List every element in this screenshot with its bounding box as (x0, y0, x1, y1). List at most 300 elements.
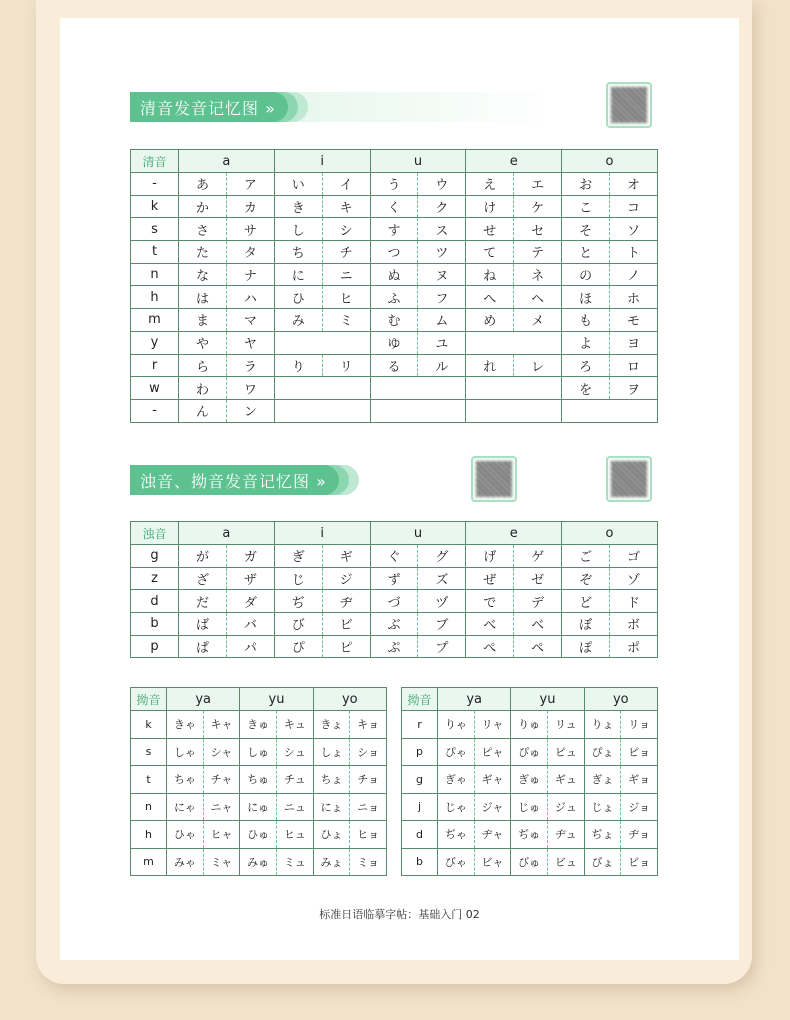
katakana-cell (322, 377, 370, 400)
katakana-cell: ミュ (276, 848, 313, 876)
hiragana-cell: の (562, 263, 610, 286)
hiragana-cell: ぎゅ (511, 766, 548, 794)
katakana-cell: コ (610, 195, 658, 218)
hiragana-cell: ぎゃ (438, 766, 475, 794)
dakuon-table (130, 521, 658, 658)
hiragana-cell: ぽ (562, 635, 610, 658)
consonant-label: t (131, 766, 167, 794)
hiragana-cell: きょ (313, 711, 350, 739)
qr-code-icon (606, 456, 652, 502)
table-row (402, 766, 658, 794)
hiragana-cell: と (562, 241, 610, 264)
table-row (131, 173, 658, 196)
katakana-cell: ラ (226, 354, 274, 377)
table-corner-label: 清音 (131, 150, 179, 173)
table-row (131, 399, 658, 422)
hiragana-cell: わ (179, 377, 227, 400)
katakana-cell: ミ (322, 309, 370, 332)
hiragana-cell: さ (179, 218, 227, 241)
hiragana-cell: げ (466, 545, 514, 568)
katakana-cell: ジ (322, 567, 370, 590)
katakana-cell: ゾ (610, 567, 658, 590)
katakana-cell: ニャ (203, 793, 240, 821)
katakana-cell: チョ (350, 766, 387, 794)
vowel-header: o (562, 150, 658, 173)
consonant-label: w (131, 377, 179, 400)
hiragana-cell: き (274, 195, 322, 218)
katakana-cell: レ (514, 354, 562, 377)
table-row (131, 286, 658, 309)
katakana-cell: キャ (203, 711, 240, 739)
hiragana-cell: じゅ (511, 793, 548, 821)
katakana-cell: メ (514, 309, 562, 332)
katakana-cell: ヤ (226, 331, 274, 354)
vowel-header: ya (438, 688, 511, 711)
hiragana-cell: ぶ (370, 613, 418, 636)
hiragana-cell: しゅ (240, 738, 277, 766)
hiragana-cell: びゃ (438, 848, 475, 876)
consonant-label: s (131, 218, 179, 241)
consonant-label: t (131, 241, 179, 264)
hiragana-cell: ぞ (562, 567, 610, 590)
katakana-cell (418, 377, 466, 400)
katakana-cell: デ (514, 590, 562, 613)
hiragana-cell: じゃ (438, 793, 475, 821)
katakana-cell: テ (514, 241, 562, 264)
consonant-label: z (131, 567, 179, 590)
katakana-cell: キョ (350, 711, 387, 739)
table-row (402, 738, 658, 766)
katakana-cell: ギョ (621, 766, 658, 794)
table-row (402, 848, 658, 876)
hiragana-cell: ぴゃ (438, 738, 475, 766)
hiragana-cell (466, 399, 514, 422)
hiragana-cell: ざ (179, 567, 227, 590)
katakana-cell: ショ (350, 738, 387, 766)
hiragana-cell: な (179, 263, 227, 286)
hiragana-cell: ぜ (466, 567, 514, 590)
hiragana-cell: ぺ (466, 635, 514, 658)
katakana-cell: ア (226, 173, 274, 196)
consonant-label: - (131, 399, 179, 422)
katakana-cell: フ (418, 286, 466, 309)
vowel-header: i (274, 150, 370, 173)
vowel-header: e (466, 150, 562, 173)
katakana-cell: ゲ (514, 545, 562, 568)
katakana-cell: ク (418, 195, 466, 218)
hiragana-cell: は (179, 286, 227, 309)
hiragana-cell: む (370, 309, 418, 332)
katakana-cell: ジョ (621, 793, 658, 821)
hiragana-cell: ひゃ (167, 821, 204, 849)
hiragana-cell: び (274, 613, 322, 636)
hiragana-cell (370, 377, 418, 400)
hiragana-cell: ろ (562, 354, 610, 377)
table-row (131, 711, 387, 739)
hiragana-cell: ほ (562, 286, 610, 309)
katakana-cell: ル (418, 354, 466, 377)
katakana-cell: ピ (322, 635, 370, 658)
table-row (131, 821, 387, 849)
katakana-cell: ジャ (474, 793, 511, 821)
hiragana-cell: ぢ (274, 590, 322, 613)
katakana-cell: パ (226, 635, 274, 658)
hiragana-cell: べ (466, 613, 514, 636)
katakana-cell: イ (322, 173, 370, 196)
hiragana-cell: お (562, 173, 610, 196)
youon-table-right (401, 687, 658, 876)
katakana-cell (418, 399, 466, 422)
banner-fade (296, 92, 556, 122)
hiragana-cell: ぢゅ (511, 821, 548, 849)
table-row (131, 377, 658, 400)
consonant-label: b (131, 613, 179, 636)
katakana-cell: ソ (610, 218, 658, 241)
consonant-label: k (131, 711, 167, 739)
katakana-cell: ウ (418, 173, 466, 196)
hiragana-cell: ちゃ (167, 766, 204, 794)
katakana-cell: ム (418, 309, 466, 332)
katakana-cell: ヂャ (474, 821, 511, 849)
hiragana-cell: す (370, 218, 418, 241)
hiragana-cell (466, 331, 514, 354)
consonant-label: b (402, 848, 438, 876)
hiragana-cell: しょ (313, 738, 350, 766)
katakana-cell: ト (610, 241, 658, 264)
hiragana-cell: ひゅ (240, 821, 277, 849)
katakana-cell: ヅ (418, 590, 466, 613)
hiragana-cell: ば (179, 613, 227, 636)
hiragana-cell: みゅ (240, 848, 277, 876)
hiragana-cell: み (274, 309, 322, 332)
hiragana-cell: づ (370, 590, 418, 613)
hiragana-cell: こ (562, 195, 610, 218)
hiragana-cell: で (466, 590, 514, 613)
consonant-label: j (402, 793, 438, 821)
table-corner-label: 浊音 (131, 522, 179, 545)
katakana-cell: マ (226, 309, 274, 332)
katakana-cell (610, 399, 658, 422)
qr-code-icon (471, 456, 517, 502)
katakana-cell: ピュ (547, 738, 584, 766)
hiragana-cell: ぎ (274, 545, 322, 568)
hiragana-cell (274, 399, 322, 422)
hiragana-cell: びゅ (511, 848, 548, 876)
hiragana-cell: ふ (370, 286, 418, 309)
seion-title: 清音发音记忆图 » (130, 92, 288, 122)
katakana-cell: チ (322, 241, 370, 264)
hiragana-cell: や (179, 331, 227, 354)
katakana-cell: ペ (514, 635, 562, 658)
hiragana-cell: ちゅ (240, 766, 277, 794)
hiragana-cell: ゆ (370, 331, 418, 354)
hiragana-cell: り (274, 354, 322, 377)
katakana-cell: ヒョ (350, 821, 387, 849)
hiragana-cell: ぱ (179, 635, 227, 658)
katakana-cell: ピョ (621, 738, 658, 766)
hiragana-cell (274, 377, 322, 400)
hiragana-cell: に (274, 263, 322, 286)
katakana-cell: リャ (474, 711, 511, 739)
vowel-header: a (179, 522, 275, 545)
katakana-cell: ボ (610, 613, 658, 636)
hiragana-cell (466, 377, 514, 400)
table-row (131, 354, 658, 377)
katakana-cell: シュ (276, 738, 313, 766)
hiragana-cell: ち (274, 241, 322, 264)
consonant-label: m (131, 309, 179, 332)
hiragana-cell: て (466, 241, 514, 264)
katakana-cell: リ (322, 354, 370, 377)
hiragana-cell: りょ (584, 711, 621, 739)
youon-table-left (130, 687, 387, 876)
consonant-label: r (131, 354, 179, 377)
katakana-cell: ザ (226, 567, 274, 590)
katakana-cell: ビュ (547, 848, 584, 876)
hiragana-cell: だ (179, 590, 227, 613)
katakana-cell: リュ (547, 711, 584, 739)
consonant-label: g (402, 766, 438, 794)
katakana-cell: ノ (610, 263, 658, 286)
hiragana-cell: みょ (313, 848, 350, 876)
consonant-label: d (402, 821, 438, 849)
consonant-label: n (131, 793, 167, 821)
katakana-cell: キュ (276, 711, 313, 739)
seion-table (130, 149, 658, 423)
consonant-label: k (131, 195, 179, 218)
page-footer: 标准日语临摹字帖：基础入门 02 (319, 908, 480, 921)
hiragana-cell: を (562, 377, 610, 400)
hiragana-cell: にゃ (167, 793, 204, 821)
vowel-header: yu (511, 688, 584, 711)
consonant-label: s (131, 738, 167, 766)
katakana-cell: モ (610, 309, 658, 332)
katakana-cell: ビ (322, 613, 370, 636)
hiragana-cell: ぬ (370, 263, 418, 286)
hiragana-cell: ご (562, 545, 610, 568)
hiragana-cell: りゃ (438, 711, 475, 739)
consonant-label: d (131, 590, 179, 613)
hiragana-cell: し (274, 218, 322, 241)
table-row (402, 821, 658, 849)
table-row (131, 545, 658, 568)
table-row (131, 635, 658, 658)
katakana-cell: ヂョ (621, 821, 658, 849)
table-row (131, 590, 658, 613)
katakana-cell (322, 331, 370, 354)
katakana-cell: シ (322, 218, 370, 241)
table-row (131, 195, 658, 218)
katakana-cell: ギャ (474, 766, 511, 794)
consonant-label: p (131, 635, 179, 658)
hiragana-cell: ぷ (370, 635, 418, 658)
dakuon-banner (130, 465, 470, 495)
hiragana-cell: そ (562, 218, 610, 241)
hiragana-cell: け (466, 195, 514, 218)
katakana-cell: チャ (203, 766, 240, 794)
katakana-cell: タ (226, 241, 274, 264)
vowel-header: yu (240, 688, 313, 711)
katakana-cell: ダ (226, 590, 274, 613)
hiragana-cell: ひょ (313, 821, 350, 849)
hiragana-cell: ぎょ (584, 766, 621, 794)
hiragana-cell: ん (179, 399, 227, 422)
katakana-cell: ケ (514, 195, 562, 218)
table-row (402, 793, 658, 821)
katakana-cell: ミャ (203, 848, 240, 876)
katakana-cell: ニョ (350, 793, 387, 821)
table-row (131, 613, 658, 636)
katakana-cell: プ (418, 635, 466, 658)
katakana-cell: ツ (418, 241, 466, 264)
katakana-cell: ミョ (350, 848, 387, 876)
katakana-cell: ン (226, 399, 274, 422)
katakana-cell (514, 377, 562, 400)
katakana-cell: ヒャ (203, 821, 240, 849)
hiragana-cell: ぴょ (584, 738, 621, 766)
hiragana-cell: い (274, 173, 322, 196)
table-row (131, 241, 658, 264)
hiragana-cell: しゃ (167, 738, 204, 766)
vowel-header: e (466, 522, 562, 545)
katakana-cell: ジュ (547, 793, 584, 821)
hiragana-cell: じ (274, 567, 322, 590)
hiragana-cell: みゃ (167, 848, 204, 876)
hiragana-cell (370, 399, 418, 422)
consonant-label: g (131, 545, 179, 568)
katakana-cell: ポ (610, 635, 658, 658)
table-row (131, 331, 658, 354)
consonant-label: m (131, 848, 167, 876)
katakana-cell: ギ (322, 545, 370, 568)
katakana-cell: キ (322, 195, 370, 218)
hiragana-cell: か (179, 195, 227, 218)
katakana-cell (514, 399, 562, 422)
hiragana-cell: にゅ (240, 793, 277, 821)
katakana-cell: ビョ (621, 848, 658, 876)
hiragana-cell: じょ (584, 793, 621, 821)
hiragana-cell: う (370, 173, 418, 196)
table-row (402, 711, 658, 739)
hiragana-cell: れ (466, 354, 514, 377)
katakana-cell: ヒ (322, 286, 370, 309)
hiragana-cell: にょ (313, 793, 350, 821)
hiragana-cell: きゃ (167, 711, 204, 739)
vowel-header: yo (584, 688, 657, 711)
hiragana-cell: ら (179, 354, 227, 377)
hiragana-cell: びょ (584, 848, 621, 876)
consonant-label: y (131, 331, 179, 354)
hiragana-cell: る (370, 354, 418, 377)
workbook-page (60, 18, 739, 960)
katakana-cell: ヌ (418, 263, 466, 286)
table-row (131, 793, 387, 821)
hiragana-cell: せ (466, 218, 514, 241)
katakana-cell: ビャ (474, 848, 511, 876)
hiragana-cell: つ (370, 241, 418, 264)
hiragana-cell: よ (562, 331, 610, 354)
katakana-cell: ヘ (514, 286, 562, 309)
katakana-cell: ガ (226, 545, 274, 568)
katakana-cell: ナ (226, 263, 274, 286)
hiragana-cell: りゅ (511, 711, 548, 739)
hiragana-cell: ず (370, 567, 418, 590)
katakana-cell: セ (514, 218, 562, 241)
katakana-cell: ユ (418, 331, 466, 354)
table-row (131, 218, 658, 241)
hiragana-cell: あ (179, 173, 227, 196)
katakana-cell: サ (226, 218, 274, 241)
consonant-label: r (402, 711, 438, 739)
katakana-cell: ブ (418, 613, 466, 636)
katakana-cell: ヒュ (276, 821, 313, 849)
hiragana-cell: も (562, 309, 610, 332)
hiragana-cell: え (466, 173, 514, 196)
katakana-cell: カ (226, 195, 274, 218)
hiragana-cell: ぴ (274, 635, 322, 658)
hiragana-cell: ね (466, 263, 514, 286)
katakana-cell: ギュ (547, 766, 584, 794)
hiragana-cell (562, 399, 610, 422)
table-row (131, 738, 387, 766)
vowel-header: yo (313, 688, 386, 711)
hiragana-cell: ひ (274, 286, 322, 309)
hiragana-cell: め (466, 309, 514, 332)
vowel-header: o (562, 522, 658, 545)
katakana-cell: ス (418, 218, 466, 241)
hiragana-cell (274, 331, 322, 354)
consonant-label: n (131, 263, 179, 286)
katakana-cell: ピャ (474, 738, 511, 766)
hiragana-cell: が (179, 545, 227, 568)
katakana-cell (514, 331, 562, 354)
katakana-cell: ロ (610, 354, 658, 377)
katakana-cell: ニ (322, 263, 370, 286)
table-row (131, 766, 387, 794)
katakana-cell: オ (610, 173, 658, 196)
consonant-label: h (131, 286, 179, 309)
katakana-cell: ベ (514, 613, 562, 636)
katakana-cell: グ (418, 545, 466, 568)
katakana-cell: シャ (203, 738, 240, 766)
katakana-cell: ヲ (610, 377, 658, 400)
katakana-cell: ゴ (610, 545, 658, 568)
katakana-cell (322, 399, 370, 422)
hiragana-cell: きゅ (240, 711, 277, 739)
dakuon-title: 浊音、拗音发音记忆图 » (130, 465, 339, 495)
vowel-header: ya (167, 688, 240, 711)
hiragana-cell: ちょ (313, 766, 350, 794)
vowel-header: u (370, 150, 466, 173)
consonant-label: h (131, 821, 167, 849)
katakana-cell: ゼ (514, 567, 562, 590)
hiragana-cell: く (370, 195, 418, 218)
katakana-cell: チュ (276, 766, 313, 794)
hiragana-cell: ま (179, 309, 227, 332)
vowel-header: u (370, 522, 466, 545)
hiragana-cell: ぐ (370, 545, 418, 568)
qr-code-icon (606, 82, 652, 128)
hiragana-cell: ぢゃ (438, 821, 475, 849)
katakana-cell: ネ (514, 263, 562, 286)
seion-banner (130, 92, 640, 122)
table-corner-label: 拗音 (131, 688, 167, 711)
hiragana-cell: へ (466, 286, 514, 309)
katakana-cell: エ (514, 173, 562, 196)
hiragana-cell: た (179, 241, 227, 264)
table-corner-label: 拗音 (402, 688, 438, 711)
vowel-header: a (179, 150, 275, 173)
